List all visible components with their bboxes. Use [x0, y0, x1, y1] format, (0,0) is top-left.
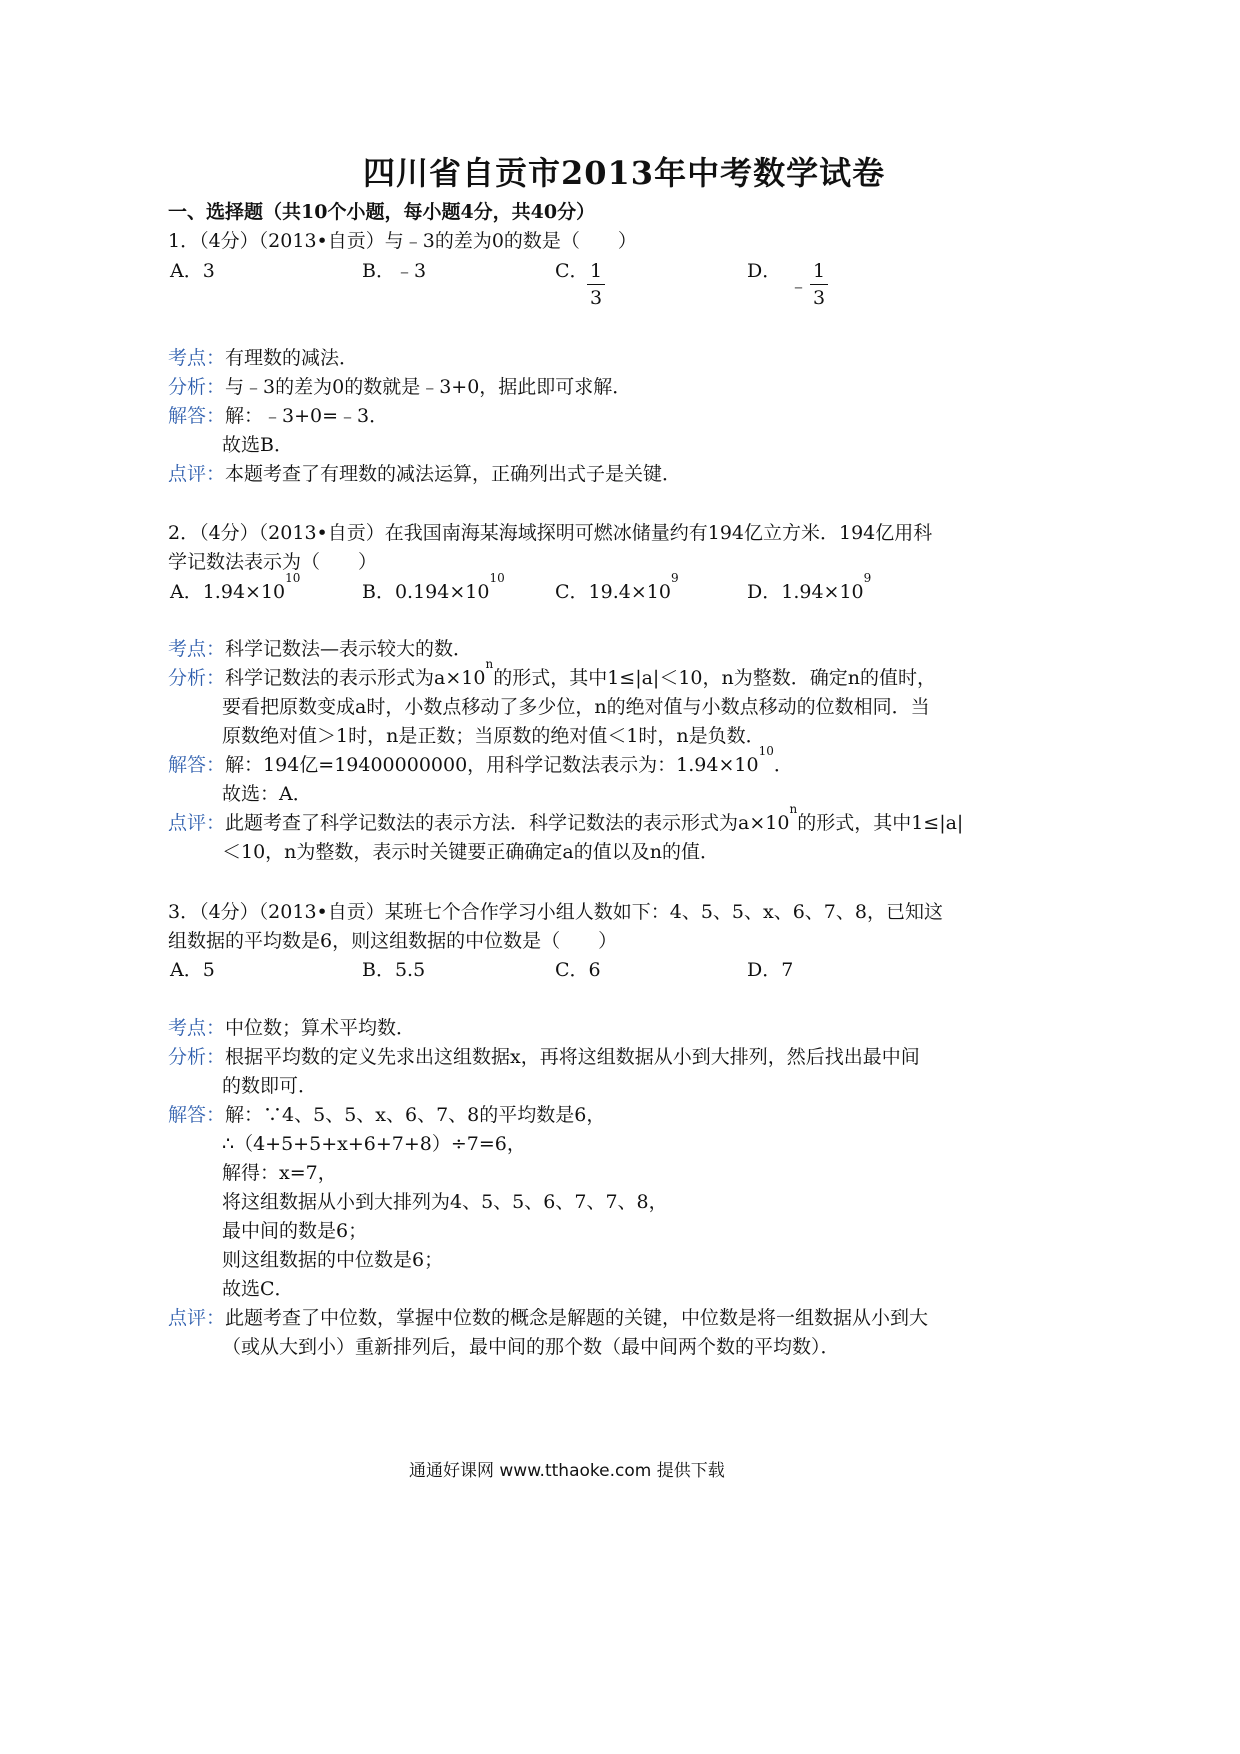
fenxi-label: 分析：: [168, 376, 226, 398]
q2-dianping-line-1-post: 的形式，其中1≤|a|: [797, 812, 964, 834]
fraction-numerator: 1: [587, 258, 605, 285]
q3-jieda-line-6: 则这组数据的中位数是6；: [222, 1249, 444, 1271]
fraction-denominator: 3: [813, 287, 826, 309]
q2-option-d-base: D．1.94×10: [747, 581, 864, 603]
page-title: 四川省自贡市2013年中考数学试卷: [363, 154, 886, 192]
q2-fenxi-line-1-pre: 科学记数法的表示形式为a×10: [225, 667, 486, 689]
q1-option-a: A．3: [170, 260, 215, 282]
q3-dianping-line-1: 此题考查了中位数，掌握中位数的概念是解题的关键，中位数是将一组数据从小到大: [225, 1307, 929, 1329]
q2-dianping-line-2: ＜10，n为整数，表示时关键要正确确定a的值以及n的值．: [222, 841, 719, 863]
kaodian-label: 考点：: [168, 347, 226, 369]
q2-jieda-line-1-pre: 解：194亿=19400000000，用科学记数法表示为：1.94×10: [225, 754, 759, 776]
q2-option-a-exponent: 10: [285, 571, 301, 585]
q2-fenxi: [168, 657, 936, 690]
q3-jieda-line-3: 解得：x=7，: [222, 1162, 337, 1184]
q2-option-c-base: C．19.4×10: [555, 581, 671, 603]
q3-option-b: B．5.5: [362, 959, 426, 981]
negative-sign: ﹣: [789, 275, 809, 297]
q2-option-b: [362, 571, 505, 604]
q1-fenxi: [168, 372, 631, 399]
q2-option-a-base: A．1.94×10: [170, 581, 286, 603]
section-heading: 一、选择题（共10个小题，每小题4分，共40分）: [168, 201, 596, 223]
q3-jieda-line-1: 解：∵4、5、5、x、6、7、8的平均数是6，: [225, 1104, 606, 1126]
q3-stem-line-2: 组数据的平均数是6，则这组数据的中位数是（ ）: [168, 930, 618, 952]
dianping-label: 点评：: [168, 463, 226, 485]
q1-option-d-fraction: [789, 258, 828, 311]
jieda-label: 解答：: [168, 1104, 226, 1126]
q3-jieda-line-7: 故选C．: [222, 1278, 294, 1300]
q2-option-d: [747, 571, 872, 604]
q3-fenxi-line-2: 的数即可．: [222, 1075, 318, 1097]
q2-option-b-base: B．0.194×10: [362, 581, 490, 603]
q2-stem-line-1: 2．（4分）（2013•自贡）在我国南海某海域探明可燃冰储量约有194亿立方米．194亿用科: [168, 522, 933, 544]
q3-stem-line-1: 3．（4分）（2013•自贡）某班七个合作学习小组人数如下：4、5、5、x、6、7、8，已知这: [168, 901, 943, 923]
q2-option-a: [170, 571, 301, 604]
page-footer: 通通好课网 www.tthaoke.com 提供下载: [409, 1461, 725, 1481]
kaodian-label: 考点：: [168, 1017, 226, 1039]
q2-jieda-line-2: 故选：A．: [222, 783, 312, 805]
q2-kaodian: [168, 634, 472, 661]
fraction-numerator: 1: [810, 258, 828, 285]
q2-dianping-exponent: n: [789, 802, 798, 816]
q1-kaodian: [168, 343, 358, 370]
q3-jieda-line-2: ∴（4+5+5+x+6+7+8）÷7=6，: [222, 1133, 526, 1155]
jieda-label: 解答：: [168, 754, 226, 776]
q2-jieda-line-1-post: ．: [773, 754, 793, 776]
q2-jieda: [168, 744, 793, 777]
q3-jieda: [168, 1100, 605, 1127]
q1-option-c-prefix: C．: [555, 260, 589, 282]
q3-option-d: D．7: [747, 959, 794, 981]
q1-stem: 1．（4分）（2013•自贡）与﹣3的差为0的数是（ ）: [168, 230, 637, 252]
q1-dianping: [168, 459, 681, 486]
q3-kaodian-text: 中位数；算术平均数．: [225, 1017, 416, 1039]
q2-option-d-exponent: 9: [863, 571, 872, 585]
q2-option-b-exponent: 10: [489, 571, 505, 585]
q2-option-c-exponent: 9: [670, 571, 679, 585]
q2-option-c: [555, 571, 679, 604]
fenxi-label: 分析：: [168, 1046, 226, 1068]
q1-option-c: [555, 256, 589, 283]
q3-dianping-line-2: （或从大到小）重新排列后，最中间的那个数（最中间两个数的平均数）．: [222, 1336, 840, 1358]
q1-dianping-text: 本题考查了有理数的减法运算，正确列出式子是关键．: [225, 463, 682, 485]
q3-jieda-line-5: 最中间的数是6；: [222, 1220, 368, 1242]
q2-fenxi-line-2: 要看把原数变成a时，小数点移动了多少位，n的绝对值与小数点移动的位数相同．当: [222, 696, 930, 718]
q1-option-d-prefix: D．: [747, 260, 782, 282]
q2-fenxi-line-3: 原数绝对值＞1时，n是正数；当原数的绝对值＜1时，n是负数．: [222, 725, 765, 747]
q1-kaodian-text: 有理数的减法．: [225, 347, 359, 369]
q1-option-b: B．﹣3: [362, 260, 427, 282]
q1-jieda: [168, 401, 388, 428]
q3-jieda-line-4: 将这组数据从小到大排列为4、5、5、6、7、7、8，: [222, 1191, 668, 1213]
q2-fenxi-exponent: n: [485, 657, 494, 671]
dianping-label: 点评：: [168, 1307, 226, 1329]
q3-dianping: [168, 1303, 928, 1330]
q3-fenxi-line-1: 根据平均数的定义先求出这组数据x，再将这组数据从小到大排列，然后找出最中间: [225, 1046, 920, 1068]
q2-kaodian-text: 科学记数法—表示较大的数．: [225, 638, 473, 660]
fraction-denominator: 3: [590, 287, 603, 309]
q2-jieda-exponent: 10: [758, 744, 774, 758]
dianping-label: 点评：: [168, 812, 226, 834]
q1-option-d: [747, 256, 781, 283]
jieda-label: 解答：: [168, 405, 226, 427]
q2-dianping-line-1-pre: 此题考查了科学记数法的表示方法．科学记数法的表示形式为a×10: [225, 812, 790, 834]
fenxi-label: 分析：: [168, 667, 226, 689]
q1-option-c-fraction: [587, 258, 605, 311]
q1-jieda-line-2: 故选B．: [222, 434, 293, 456]
q2-fenxi-line-1-post: 的形式，其中1≤|a|＜10，n为整数．确定n的值时，: [493, 667, 936, 689]
q3-option-c: C．6: [555, 959, 601, 981]
q3-kaodian: [168, 1013, 415, 1040]
q1-fenxi-text: 与﹣3的差为0的数就是﹣3+0，据此即可求解．: [225, 376, 632, 398]
kaodian-label: 考点：: [168, 638, 226, 660]
q2-stem-line-2: 学记数法表示为（ ）: [168, 551, 378, 573]
q1-jieda-line-1: 解：﹣3+0=﹣3．: [225, 405, 389, 427]
q2-dianping: [168, 802, 964, 835]
q3-option-a: A．5: [170, 959, 215, 981]
q3-fenxi: [168, 1042, 920, 1069]
